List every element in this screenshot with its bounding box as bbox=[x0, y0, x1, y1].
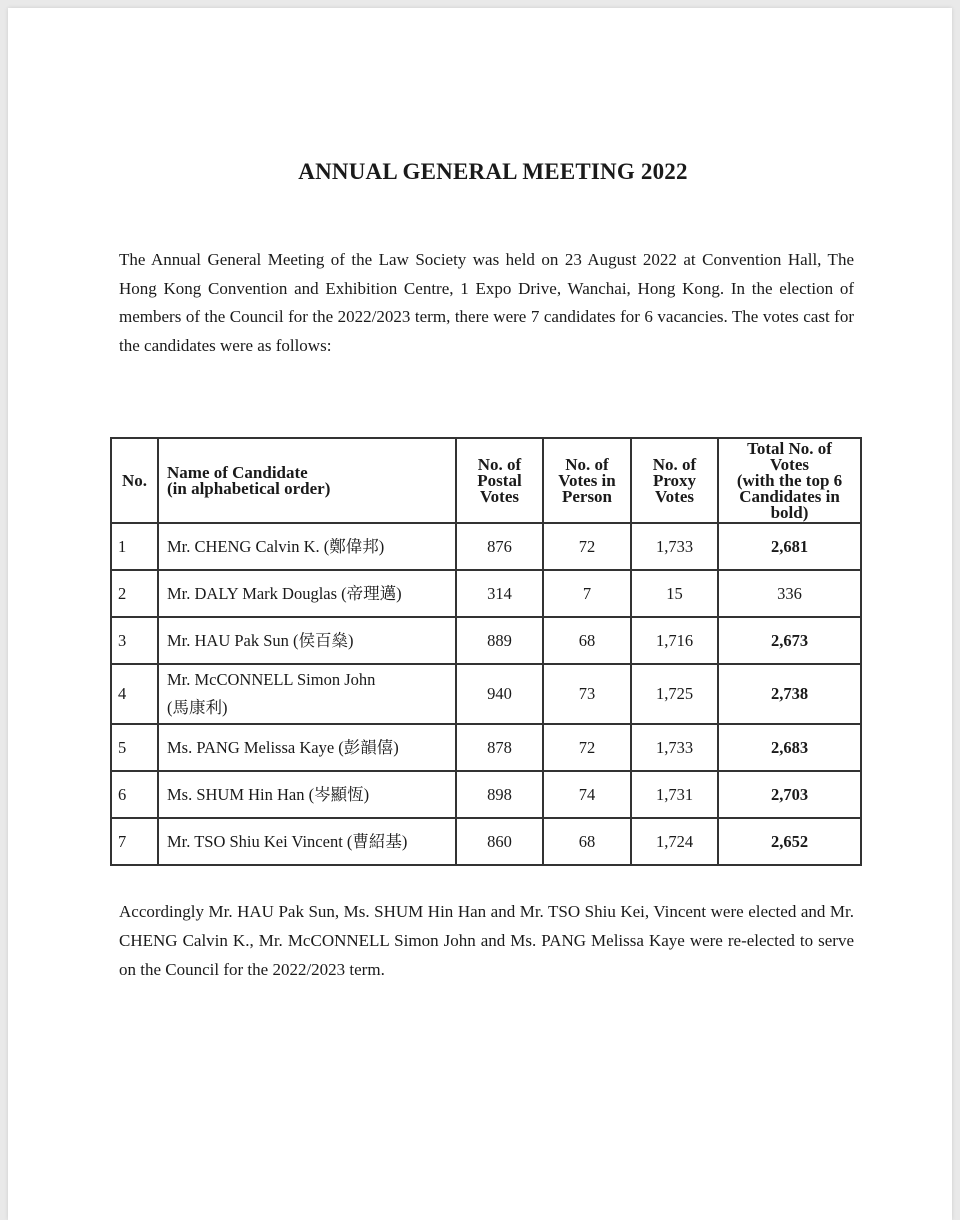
table-row bbox=[111, 664, 861, 724]
table-row bbox=[111, 570, 861, 617]
cell-name bbox=[158, 724, 456, 771]
cell-total-value: 336 bbox=[777, 583, 802, 603]
cell-postal-value: 876 bbox=[487, 536, 512, 556]
cell-proxy-value: 1,724 bbox=[655, 831, 694, 851]
cell-name bbox=[158, 523, 456, 570]
cell-total bbox=[718, 523, 861, 570]
cell-proxy bbox=[631, 664, 718, 724]
cell-in-person-value: 68 bbox=[578, 831, 596, 851]
table-row bbox=[111, 617, 861, 664]
cell-no bbox=[111, 818, 158, 865]
cell-in-person-value: 73 bbox=[578, 684, 596, 703]
cell-postal bbox=[456, 617, 543, 664]
cell-proxy bbox=[631, 617, 718, 664]
cell-postal bbox=[456, 523, 543, 570]
cell-total bbox=[718, 771, 861, 818]
outro-paragraph: Accordingly Mr. HAU Pak Sun, Ms. SHUM Hin Han and Mr. TSO Shiu Kei, Vincent were elected and Mr. CHENG Calvin K., Mr. McCONNELL Simon John and Ms. PANG Melissa Kaye were re-elected to serve on the Council for the 2022/2023 term. bbox=[119, 902, 854, 979]
cell-name bbox=[158, 570, 456, 617]
cell-in-person bbox=[543, 617, 631, 664]
cell-no-value: 4 bbox=[118, 684, 127, 703]
cell-no-value: 1 bbox=[118, 536, 127, 556]
cell-in-person-value: 72 bbox=[578, 536, 596, 556]
cell-postal bbox=[456, 570, 543, 617]
cell-no-value: 3 bbox=[118, 630, 127, 650]
cell-postal-value: 940 bbox=[487, 684, 512, 703]
cell-in-person bbox=[543, 570, 631, 617]
header-no-label: No. bbox=[121, 470, 148, 490]
cell-in-person-value: 74 bbox=[578, 784, 596, 804]
cell-postal-value: 889 bbox=[487, 630, 512, 650]
cell-name-value: Ms. PANG Melissa Kaye (彭韻僖) bbox=[167, 737, 399, 757]
cell-in-person-value: 7 bbox=[582, 583, 592, 603]
cell-name bbox=[158, 771, 456, 818]
cell-name-value: Mr. McCONNELL Simon John (馬康利) bbox=[167, 670, 376, 717]
header-total bbox=[718, 438, 861, 523]
cell-in-person bbox=[543, 771, 631, 818]
cell-name bbox=[158, 617, 456, 664]
cell-total-value: 2,652 bbox=[770, 831, 809, 851]
cell-no bbox=[111, 771, 158, 818]
cell-proxy-value: 1,716 bbox=[655, 630, 694, 650]
cell-name bbox=[158, 818, 456, 865]
header-in-person bbox=[543, 438, 631, 523]
cell-proxy bbox=[631, 570, 718, 617]
cell-total bbox=[718, 664, 861, 724]
table-row bbox=[111, 771, 861, 818]
cell-postal bbox=[456, 818, 543, 865]
intro-paragraph: The Annual General Meeting of the Law Society was held on 23 August 2022 at Convention Hall, The Hong Kong Convention and Exhibition Centre, 1 Expo Drive, Wanchai, Hong Kong. In the election of members of the Council for the 2022/2023 term, there were 7 candidates for 6 vacancies. The votes cast for the candidates were as follows: bbox=[119, 250, 854, 355]
cell-proxy-value: 1,733 bbox=[655, 737, 694, 757]
cell-total-value: 2,738 bbox=[770, 684, 809, 703]
cell-total bbox=[718, 570, 861, 617]
cell-no bbox=[111, 664, 158, 724]
cell-postal-value: 314 bbox=[487, 583, 512, 603]
cell-postal-value: 860 bbox=[487, 831, 512, 851]
cell-no-value: 7 bbox=[118, 831, 127, 851]
document-title: ANNUAL GENERAL MEETING 2022 bbox=[298, 159, 688, 184]
cell-in-person bbox=[543, 664, 631, 724]
table-header-row bbox=[111, 438, 861, 523]
cell-name bbox=[158, 664, 456, 724]
cell-proxy-value: 1,731 bbox=[655, 784, 694, 804]
header-no bbox=[111, 438, 158, 523]
cell-name-value: Ms. SHUM Hin Han (岑顯恆) bbox=[167, 784, 370, 804]
cell-proxy bbox=[631, 818, 718, 865]
cell-total-value: 2,681 bbox=[770, 536, 809, 556]
header-total-label: Total No. of Votes (with the top 6 Candidates in bold) bbox=[736, 438, 843, 522]
cell-no-value: 6 bbox=[118, 784, 127, 804]
cell-no bbox=[111, 570, 158, 617]
cell-total bbox=[718, 724, 861, 771]
header-postal bbox=[456, 438, 543, 523]
cell-postal-value: 898 bbox=[487, 784, 512, 804]
cell-in-person-value: 72 bbox=[578, 737, 596, 757]
cell-name-value: Mr. TSO Shiu Kei Vincent (曹紹基) bbox=[167, 831, 408, 851]
header-proxy-label: No. of Proxy Votes bbox=[652, 454, 697, 506]
cell-proxy bbox=[631, 771, 718, 818]
cell-total-value: 2,703 bbox=[770, 784, 809, 804]
header-name-label: Name of Candidate (in alphabetical order) bbox=[167, 462, 331, 498]
document-page bbox=[8, 8, 952, 1220]
cell-no-value: 2 bbox=[118, 583, 127, 603]
cell-postal-value: 878 bbox=[487, 737, 512, 757]
cell-name-value: Mr. HAU Pak Sun (侯百燊) bbox=[167, 630, 354, 650]
cell-no-value: 5 bbox=[118, 737, 127, 757]
cell-proxy-value: 1,725 bbox=[655, 684, 694, 703]
cell-postal bbox=[456, 771, 543, 818]
cell-name-value: Mr. CHENG Calvin K. (鄭偉邦) bbox=[167, 536, 385, 556]
cell-total-value: 2,673 bbox=[770, 630, 809, 650]
cell-in-person bbox=[543, 523, 631, 570]
cell-name-value: Mr. DALY Mark Douglas (帝理邁) bbox=[167, 583, 402, 603]
cell-in-person bbox=[543, 724, 631, 771]
cell-total bbox=[718, 818, 861, 865]
cell-in-person bbox=[543, 818, 631, 865]
header-postal-label: No. of Postal Votes bbox=[477, 454, 522, 506]
cell-proxy bbox=[631, 523, 718, 570]
header-proxy bbox=[631, 438, 718, 523]
cell-no bbox=[111, 724, 158, 771]
table-row bbox=[111, 523, 861, 570]
header-name bbox=[158, 438, 456, 523]
cell-postal bbox=[456, 724, 543, 771]
table-row bbox=[111, 818, 861, 865]
table-row bbox=[111, 724, 861, 771]
cell-proxy-value: 1,733 bbox=[655, 536, 694, 556]
cell-total bbox=[718, 617, 861, 664]
cell-proxy-value: 15 bbox=[666, 583, 683, 603]
cell-no bbox=[111, 617, 158, 664]
cell-no bbox=[111, 523, 158, 570]
votes-table bbox=[110, 437, 862, 866]
cell-total-value: 2,683 bbox=[770, 737, 809, 757]
cell-postal bbox=[456, 664, 543, 724]
header-in-person-label: No. of Votes in Person bbox=[558, 454, 616, 506]
cell-proxy bbox=[631, 724, 718, 771]
cell-in-person-value: 68 bbox=[578, 630, 596, 650]
